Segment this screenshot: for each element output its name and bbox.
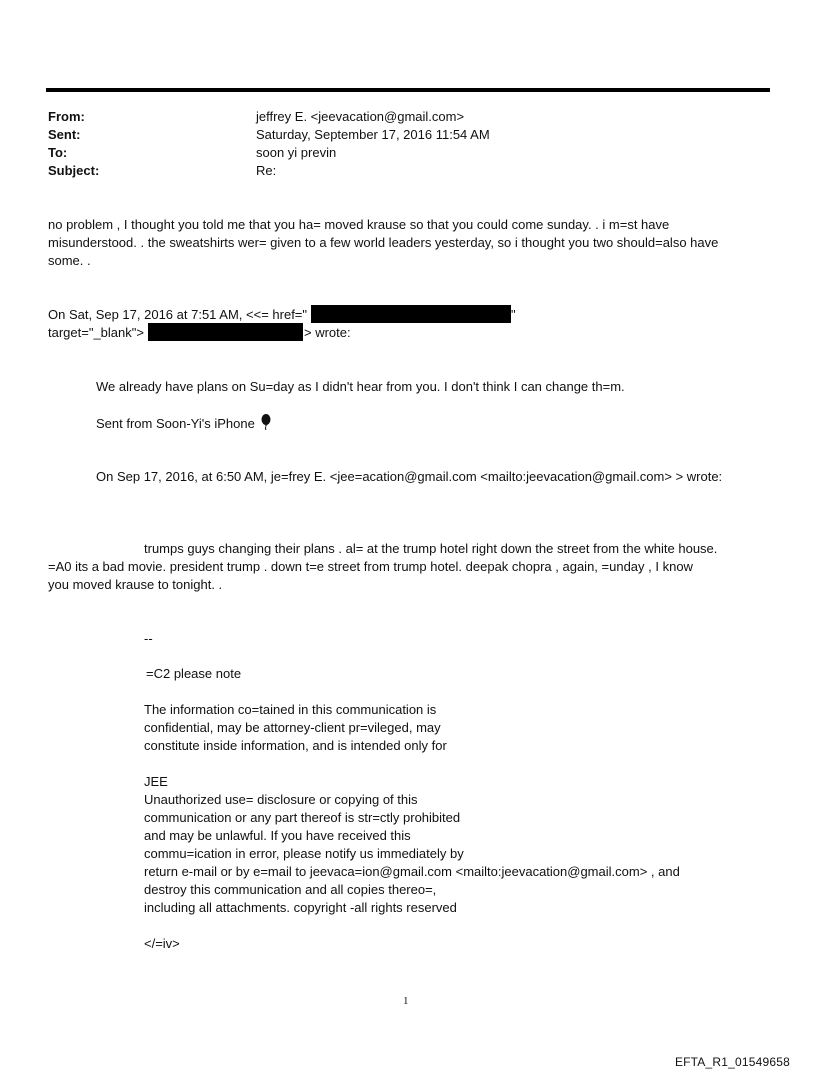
- disclaimer-line-1: The information co=tained in this communication is: [144, 702, 437, 717]
- disclaimer-line-2: confidential, may be attorney-client pr=vileged, may: [144, 720, 441, 735]
- reply-line-3: some. .: [48, 253, 91, 268]
- disclaimer-line-4: Unauthorized use= disclosure or copying of this: [144, 792, 418, 807]
- quote1-body: We already have plans on Su=day as I didn't hear from you. I don't think I can change th=m.: [96, 379, 625, 394]
- redaction-block: [311, 305, 511, 323]
- document-id: EFTA_R1_01549658: [674, 1055, 790, 1069]
- quote1-header-line-2b: > wrote:: [304, 325, 351, 340]
- signature-dashes: --: [144, 631, 153, 646]
- disclaimer-line-6: and may be unlawful. If you have received this: [144, 828, 411, 843]
- subject-label: Subject:: [48, 163, 100, 178]
- quote2-header: On Sep 17, 2016, at 6:50 AM, je=frey E. <jee=acation@gmail.com <mailto:jeevacation@gmail.com> > wrote:: [96, 469, 723, 484]
- quote1-header-line-1a: On Sat, Sep 17, 2016 at 7:51 AM, <<= href=": [48, 307, 308, 322]
- disclaimer-line-5: communication or any part thereof is str=ctly prohibited: [144, 810, 461, 825]
- balloon-icon: [261, 414, 271, 435]
- disclaimer-line-3: constitute inside information, and is intended only for: [144, 738, 447, 753]
- subject-value: Re:: [256, 163, 277, 178]
- from-value: jeffrey E. <jeevacation@gmail.com>: [256, 109, 465, 124]
- redaction-block: [148, 323, 303, 341]
- from-label: From:: [48, 109, 85, 124]
- end-tag: </=iv>: [144, 936, 180, 951]
- to-label: To:: [48, 145, 68, 160]
- quote2-line-3: you moved krause to tonight. .: [48, 577, 223, 592]
- disclaimer-line-10: including all attachments. copyright -all rights reserved: [144, 900, 457, 915]
- quote1-signature-row: [96, 414, 271, 435]
- reply-line-1: no problem , I thought you told me that you ha= moved krause so that you could come sunday. . i m=st have: [48, 217, 670, 232]
- disclaimer-line-7: commu=ication in error, please notify us immediately by: [144, 846, 464, 861]
- sent-value: Saturday, September 17, 2016 11:54 AM: [256, 127, 490, 142]
- disclaimer-line-8: return e-mail or by e=mail to jeevaca=ion@gmail.com <mailto:jeevacation@gmail.com> , and: [144, 864, 680, 879]
- quote1-header-line-2a: target="_blank">: [48, 325, 144, 340]
- to-value: soon yi previn: [256, 145, 337, 160]
- disclaimer-jee: JEE: [144, 774, 168, 789]
- quote2-line-2: =A0 its a bad movie. president trump . down t=e street from trump hotel. deepak chopra , again, =unday , I know: [48, 559, 693, 574]
- disclaimer-line-9: destroy this communication and all copies thereo=,: [144, 882, 437, 897]
- sent-label: Sent:: [48, 127, 81, 142]
- header-divider: [46, 88, 770, 92]
- reply-line-2: misunderstood. . the sweatshirts wer= given to a few world leaders yesterday, so i thought you two should=also have: [48, 235, 719, 250]
- signature-note: =C2 please note: [146, 666, 242, 681]
- page-number: 1: [403, 995, 409, 1007]
- quote1-header-line-1b: ": [511, 307, 516, 322]
- quote2-line-1: trumps guys changing their plans . al= at the trump hotel right down the street from the white house.: [144, 541, 718, 556]
- quote1-signature: Sent from Soon-Yi's iPhone: [96, 415, 255, 431]
